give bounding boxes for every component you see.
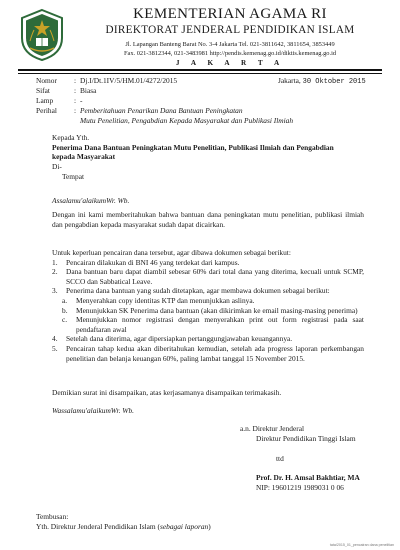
meta-value: Pemberitahuan Penarikan Dana Bantuan Peningkatan xyxy=(80,106,243,115)
list-text: Pencairan dilakukan di BNI 46 yang terdekat dari kampus. xyxy=(66,257,240,267)
letter-date xyxy=(278,76,366,86)
requirements-list xyxy=(52,258,364,364)
farewell: Wassalamu'alaikumWr. Wb. xyxy=(52,406,134,415)
meta-colon: : xyxy=(74,96,77,105)
address-line-2: Fax. 021-3812344, 021-3483981 http://pendis.kemenag.go.id/diktis.kemenag.go.id xyxy=(123,50,337,57)
signature-name: Prof. Dr. H. Amsal Bakhtiar, MA xyxy=(256,473,360,482)
sub-list xyxy=(52,296,364,334)
list-text: Pencairan tahap kedua akan diberitahukan kemudian, setelah ada progress laporan perkembangan penelitian dan belanja keuangan 60%, paling lambat tanggal 15 November 2015. xyxy=(66,343,364,363)
cc-label: Tembusan: xyxy=(36,512,69,521)
list-item xyxy=(52,258,364,268)
greeting: Assalamu'alaikumWr. Wb. xyxy=(52,196,130,205)
sub-list-item xyxy=(52,315,364,334)
recipient-block xyxy=(52,133,352,182)
date-typed: 30 Oktober 2015 xyxy=(302,78,366,86)
signature-ttd: ttd xyxy=(276,454,284,463)
list-text: Dana bantuan baru dapat diambil sebesar 60% dari total dana yang diterima, kecuali untuk SCMP, SCCO dan Sabbatical Leave. xyxy=(66,267,364,286)
meta-label: Nomor xyxy=(36,76,57,85)
signature-nip: NIP: 19601219 1989031 0 06 xyxy=(256,483,344,492)
recipient-name: Penerima Dana Bantuan Peningkatan Mutu Penelitian, Publikasi Ilmiah dan Pengabdian kepada Masyarakat xyxy=(52,142,334,162)
list-item xyxy=(52,334,364,344)
cc-prefix: Yth. Direktur Jenderal Pendidikan Islam ( xyxy=(36,522,160,531)
list-item xyxy=(52,286,364,334)
intro-paragraph: Dengan ini kami memberitahukan bahwa bantuan dana peningkatan mutu penelitian, publikasi ilmiah dan pengabdian kepada masyarakat sudah dapat dicairkan. xyxy=(52,210,364,229)
list-item xyxy=(52,344,364,363)
sub-list-item xyxy=(52,296,364,306)
requirements-intro: Untuk keperluan pencairan dana tersebut, agar dibawa dokumen sebagai berikut: xyxy=(52,248,291,257)
meta-value: Mutu Penelitian, Pengabdian Kepada Masyarakat dan Publikasi Ilmiah xyxy=(80,116,294,125)
sub-list-text: Menunjukkan nomor registrasi dengan menyerahkan print out form registrasi pada saat pendaftaran awal xyxy=(76,315,364,334)
ministry-logo xyxy=(18,8,66,62)
sub-list-text: Menyerahkan copy identitas KTP dan menunjukkan aslinya. xyxy=(76,295,255,305)
sub-list-text: Menunjukkan SK Penerima dana bantuan (akan dikirimkan ke email masing-masing penerima) xyxy=(76,305,358,315)
list-number: 1. xyxy=(52,257,58,267)
cc-suffix: ) xyxy=(208,522,211,531)
meta-value: Dj.I/Dt.1IV/5/HM.01/4272/2015 xyxy=(80,76,178,85)
letterhead-city: J A K A R T A xyxy=(175,59,285,67)
cc-italic: sebagai laporan xyxy=(159,522,209,531)
date-place: Jakarta, xyxy=(278,76,301,85)
list-item xyxy=(52,267,364,286)
signature-title: Direktur Pendidikan Tinggi Islam xyxy=(256,434,356,443)
sub-list-letter: a. xyxy=(62,295,68,305)
directorate-name: DIREKTORAT JENDERAL PENDIDIKAN ISLAM xyxy=(105,24,355,36)
meta-label: Lamp xyxy=(36,96,54,105)
letterhead-rule-thin xyxy=(18,73,382,74)
meta-label: Perihal xyxy=(36,106,57,115)
signature-an: a.n. Direktur Jenderal xyxy=(240,424,305,433)
meta-value: Biasa xyxy=(80,86,97,95)
meta-colon: : xyxy=(74,86,77,95)
list-number: 4. xyxy=(52,334,58,344)
sub-list-letter: c. xyxy=(62,315,68,325)
address-line-1: Jl. Lapangan Banteng Barat No. 3-4 Jakarta Tel. 021-3811642, 3811654, 3853449 xyxy=(125,41,335,48)
letterhead-rule-thick xyxy=(18,69,382,71)
sub-list-letter: b. xyxy=(62,305,68,315)
meta-colon: : xyxy=(74,76,77,85)
recipient-di: Di- xyxy=(52,161,62,171)
ministry-name: KEMENTERIAN AGAMA RI xyxy=(133,6,327,22)
cc-line xyxy=(36,522,211,532)
meta-colon: : xyxy=(74,106,77,115)
list-number: 2. xyxy=(52,267,58,277)
list-number: 3. xyxy=(52,286,58,296)
requirements-section xyxy=(52,248,364,363)
recipient-tempat: Tempat xyxy=(62,172,85,182)
meta-value: - xyxy=(80,96,83,105)
recipient-to: Kepada Yth. xyxy=(52,133,90,142)
list-text: Penerima dana bantuan yang sudah ditetapkan, agar membawa dokumen sebagai berikut: xyxy=(66,286,330,296)
closing-paragraph: Demikian surat ini disampaikan, atas kerjasamanya disampaikan terimakasih. xyxy=(52,388,282,397)
footer-note: tata/2015_01_pencairan dana penelitian xyxy=(329,543,394,547)
meta-label: Sifat xyxy=(36,86,50,95)
sub-list-item xyxy=(52,306,364,316)
list-text: Setelah dana diterima, agar dipersiapkan pertanggungjawaban keuangannya. xyxy=(66,334,293,344)
list-number: 5. xyxy=(52,343,58,353)
